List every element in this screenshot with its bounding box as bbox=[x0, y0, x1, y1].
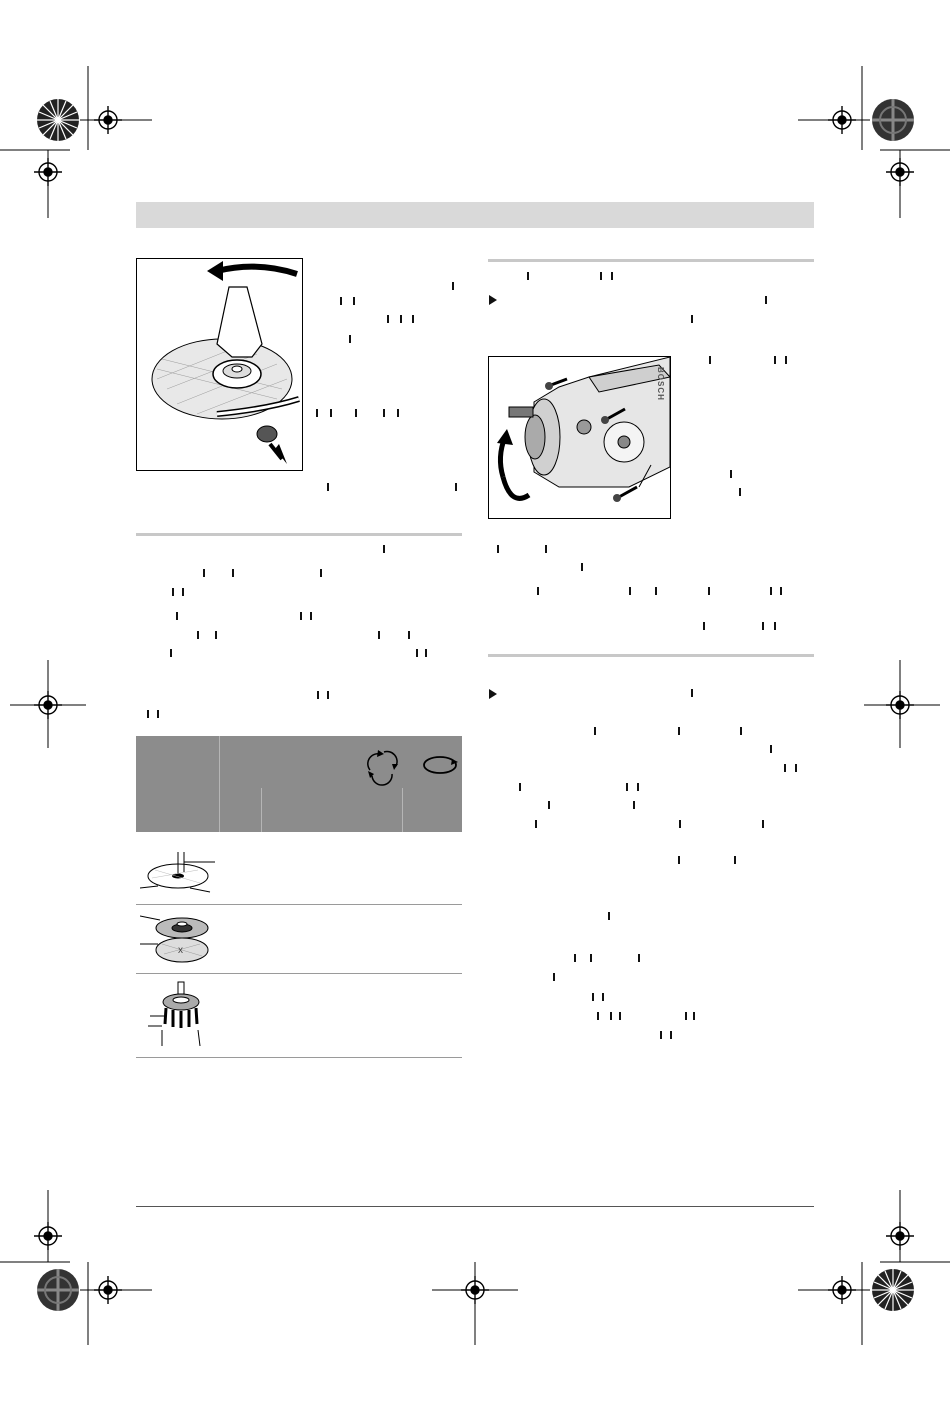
text-glyph-mark bbox=[553, 973, 555, 981]
text-glyph-mark bbox=[709, 356, 711, 364]
text-glyph-mark bbox=[383, 545, 385, 553]
text-glyph-mark bbox=[581, 563, 583, 571]
text-glyph-mark bbox=[215, 631, 217, 639]
text-glyph-mark bbox=[327, 691, 329, 699]
gear-head-illustration bbox=[489, 357, 670, 518]
text-glyph-mark bbox=[355, 409, 357, 417]
text-glyph-mark bbox=[548, 801, 550, 809]
text-glyph-mark bbox=[232, 569, 234, 577]
text-glyph-mark bbox=[320, 569, 322, 577]
cup-brush-icon bbox=[146, 980, 216, 1048]
text-glyph-mark bbox=[497, 545, 499, 553]
text-glyph-mark bbox=[693, 1012, 695, 1020]
text-glyph-mark bbox=[349, 335, 351, 343]
text-glyph-mark bbox=[300, 612, 302, 620]
text-glyph-mark bbox=[629, 587, 631, 595]
text-glyph-mark bbox=[655, 587, 657, 595]
cutting-disc-icon bbox=[140, 848, 220, 896]
text-glyph-mark bbox=[770, 587, 772, 595]
text-glyph-mark bbox=[170, 649, 172, 657]
section-rule bbox=[488, 654, 814, 657]
text-glyph-mark bbox=[785, 356, 787, 364]
text-glyph-mark bbox=[182, 588, 184, 596]
section-rule bbox=[136, 533, 462, 536]
text-glyph-mark bbox=[455, 483, 457, 491]
text-glyph-mark bbox=[383, 409, 385, 417]
text-glyph-mark bbox=[408, 631, 410, 639]
page-header-bar bbox=[136, 202, 814, 228]
text-glyph-mark bbox=[730, 470, 732, 478]
text-glyph-mark bbox=[378, 631, 380, 639]
text-glyph-mark bbox=[387, 315, 389, 323]
text-glyph-mark bbox=[197, 631, 199, 639]
text-glyph-mark bbox=[600, 272, 602, 280]
disc-mounting-illustration bbox=[137, 259, 302, 470]
text-glyph-mark bbox=[637, 783, 639, 791]
text-glyph-mark bbox=[678, 856, 680, 864]
text-glyph-mark bbox=[610, 1012, 612, 1020]
text-glyph-mark bbox=[633, 801, 635, 809]
text-glyph-mark bbox=[176, 612, 178, 620]
text-glyph-mark bbox=[691, 315, 693, 323]
section-rule bbox=[488, 259, 814, 262]
svg-text:x: x bbox=[178, 945, 183, 956]
text-glyph-mark bbox=[703, 622, 705, 630]
text-glyph-mark bbox=[708, 587, 710, 595]
text-glyph-mark bbox=[734, 856, 736, 864]
text-glyph-mark bbox=[762, 622, 764, 630]
text-glyph-mark bbox=[626, 783, 628, 791]
text-glyph-mark bbox=[316, 409, 318, 417]
text-glyph-mark bbox=[774, 622, 776, 630]
text-glyph-mark bbox=[660, 1031, 662, 1039]
text-glyph-mark bbox=[592, 993, 594, 1001]
text-glyph-mark bbox=[535, 820, 537, 828]
text-glyph-mark bbox=[762, 820, 764, 828]
text-glyph-mark bbox=[739, 488, 741, 496]
text-glyph-mark bbox=[425, 649, 427, 657]
text-glyph-mark bbox=[452, 282, 454, 290]
text-glyph-mark bbox=[172, 588, 174, 596]
text-glyph-mark bbox=[412, 315, 414, 323]
text-glyph-mark bbox=[597, 1012, 599, 1020]
bullet-arrow-icon bbox=[489, 295, 497, 305]
text-glyph-mark bbox=[765, 296, 767, 304]
text-glyph-mark bbox=[527, 272, 529, 280]
text-glyph-mark bbox=[537, 587, 539, 595]
text-glyph-mark bbox=[602, 993, 604, 1001]
text-glyph-mark bbox=[310, 612, 312, 620]
text-glyph-mark bbox=[780, 587, 782, 595]
text-glyph-mark bbox=[685, 1012, 687, 1020]
text-glyph-mark bbox=[670, 1031, 672, 1039]
text-glyph-mark bbox=[590, 954, 592, 962]
grinding-disc-icon bbox=[140, 910, 220, 968]
gear-head-figure bbox=[488, 356, 671, 519]
footer-rule bbox=[136, 1206, 814, 1207]
text-glyph-mark bbox=[679, 820, 681, 828]
text-glyph-mark bbox=[157, 710, 159, 718]
text-glyph-mark bbox=[330, 409, 332, 417]
text-glyph-mark bbox=[147, 710, 149, 718]
text-glyph-mark bbox=[519, 783, 521, 791]
text-glyph-mark bbox=[619, 1012, 621, 1020]
text-glyph-mark bbox=[678, 727, 680, 735]
table-row-divider bbox=[136, 973, 462, 974]
text-glyph-mark bbox=[416, 649, 418, 657]
table-row-divider bbox=[136, 904, 462, 905]
text-glyph-mark bbox=[740, 727, 742, 735]
accessory-table-header bbox=[136, 736, 462, 832]
text-glyph-mark bbox=[340, 297, 342, 305]
text-glyph-mark bbox=[327, 483, 329, 491]
text-glyph-mark bbox=[784, 764, 786, 772]
disc-mounting-figure bbox=[136, 258, 303, 471]
rotation-ring-icon bbox=[418, 750, 462, 780]
text-glyph-mark bbox=[691, 689, 693, 697]
text-glyph-mark bbox=[397, 409, 399, 417]
bullet-arrow-icon bbox=[489, 689, 497, 699]
text-glyph-mark bbox=[594, 727, 596, 735]
text-glyph-mark bbox=[795, 764, 797, 772]
text-glyph-mark bbox=[353, 297, 355, 305]
text-glyph-mark bbox=[203, 569, 205, 577]
text-glyph-mark bbox=[770, 745, 772, 753]
text-glyph-mark bbox=[611, 272, 613, 280]
text-glyph-mark bbox=[774, 356, 776, 364]
text-glyph-mark bbox=[608, 912, 610, 920]
brand-label: BOSCH bbox=[656, 367, 665, 401]
table-row-divider bbox=[136, 1057, 462, 1058]
text-glyph-mark bbox=[400, 315, 402, 323]
text-glyph-mark bbox=[317, 691, 319, 699]
text-glyph-mark bbox=[638, 954, 640, 962]
text-glyph-mark bbox=[574, 954, 576, 962]
text-glyph-mark bbox=[545, 545, 547, 553]
